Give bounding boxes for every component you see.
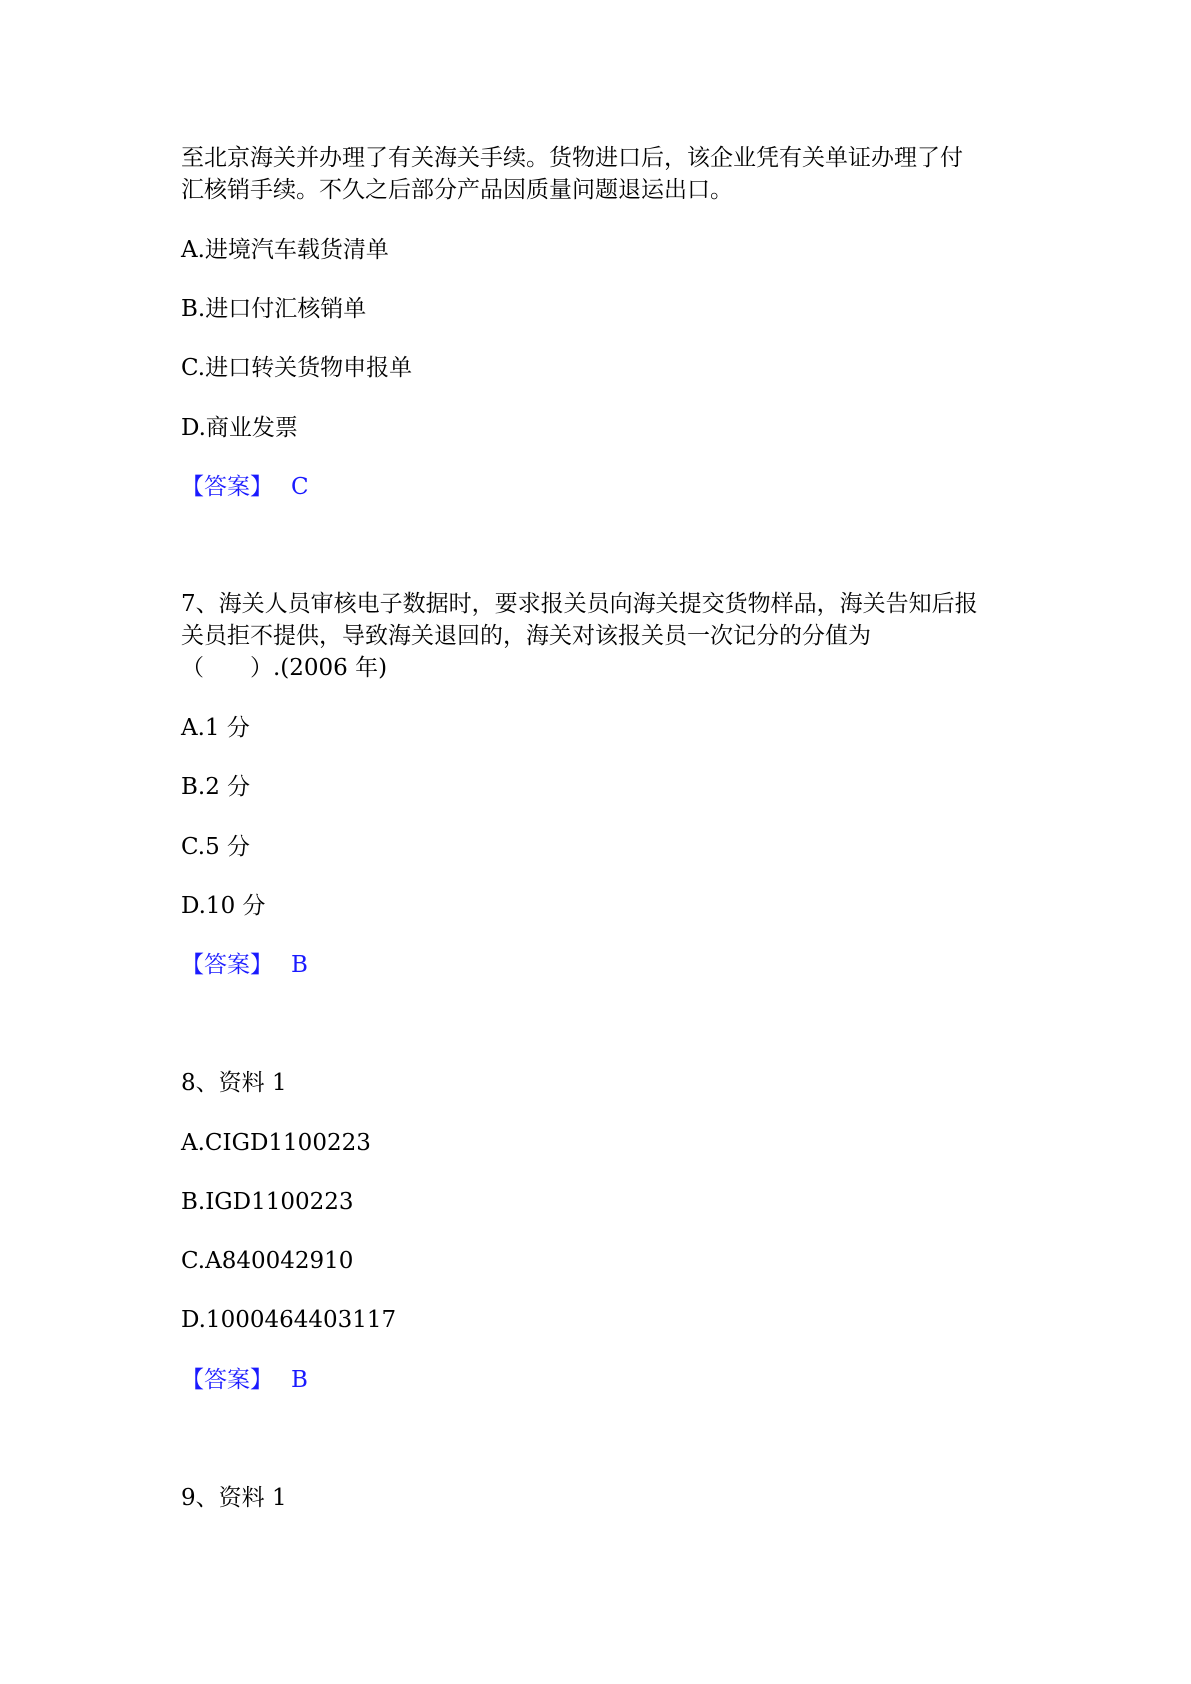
q6-answer [181,473,309,501]
q6-option-b: B.进口付汇核销单 [181,296,367,322]
q7-option-d: D.10 分 [181,893,266,919]
q7-stem-line-3: （ ）.(2006 年) [181,655,388,681]
answer-label: 【答案】 [181,1367,273,1393]
q9-stem-line-1: 9、资料 1 [181,1485,287,1511]
q8-option-b: B.IGD1100223 [181,1189,354,1215]
q6-stem-line-2: 汇核销手续。不久之后部分产品因质量问题退运出口。 [181,177,733,203]
q8-stem-line-1: 8、资料 1 [181,1070,287,1096]
q8-option-d: D.1000464403117 [181,1307,397,1333]
q6-option-a: A.进境汽车载货清单 [181,237,389,263]
q6-option-d: D.商业发票 [181,415,298,441]
answer-value: C [291,474,309,500]
answer-value: B [291,952,308,978]
answer-label: 【答案】 [181,952,273,978]
q7-option-a: A.1 分 [181,715,250,741]
q6-option-c: C.进口转关货物申报单 [181,355,413,381]
q7-option-b: B.2 分 [181,774,251,800]
q7-stem-line-1: 7、海关人员审核电子数据时，要求报关员向海关提交货物样品，海关告知后报 [181,591,978,617]
answer-label: 【答案】 [181,474,273,500]
q7-option-c: C.5 分 [181,834,251,860]
q8-option-c: C.A840042910 [181,1248,354,1274]
q7-stem-line-2: 关员拒不提供，导致海关退回的，海关对该报关员一次记分的分值为 [181,623,871,649]
q8-answer [181,1366,308,1394]
q8-option-a: A.CIGD1100223 [181,1130,371,1156]
q7-answer [181,951,308,979]
q6-stem-line-1: 至北京海关并办理了有关海关手续。货物进口后，该企业凭有关单证办理了付 [181,145,963,171]
answer-value: B [291,1367,308,1393]
